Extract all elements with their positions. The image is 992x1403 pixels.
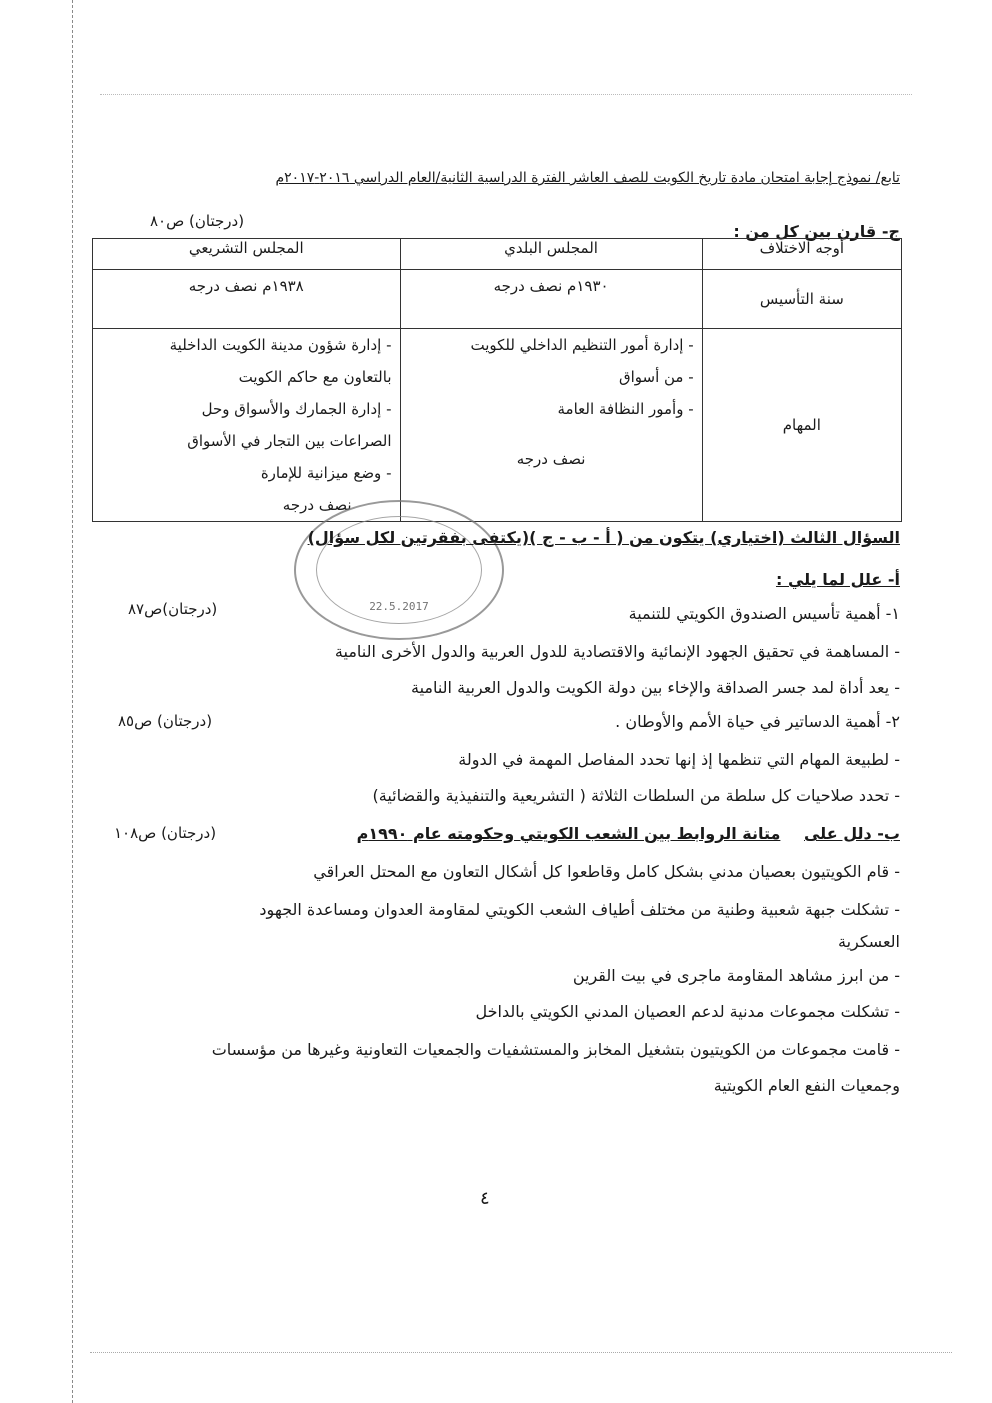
- cell-line: - وأمور النظافة العامة: [557, 400, 694, 418]
- compare-title: ج- قارن بين كل من :: [733, 222, 900, 241]
- bottom-rule: [90, 1352, 952, 1353]
- cell-line: - إدارة أمور التنظيم الداخلي للكويت: [470, 336, 694, 354]
- cell-line: نصف درجه: [516, 450, 586, 468]
- table-header-row: [93, 239, 902, 270]
- top-rule: [100, 94, 912, 95]
- part-a-item-1-grade: (درجتان)ص٨٧: [128, 600, 218, 618]
- answer-line: - من ابرز مشاهد المقاومة ماجرى في بيت القرين: [572, 966, 900, 985]
- stamp-date: 22.5.2017: [369, 600, 429, 613]
- part-a-title: أ- علل لما يلي :: [775, 570, 900, 589]
- answer-line: وجمعيات النفع العام الكويتية: [713, 1076, 900, 1095]
- cell-line: ١٩٣٨م نصف درجه: [188, 277, 304, 295]
- cell-aspect-tasks: المهام: [702, 329, 901, 522]
- part-b-label: ب- دلل على: [803, 824, 900, 843]
- answer-line: - يعد أداة لمد جسر الصداقة والإخاء بين دولة الكويت والدول العربية النامية: [410, 678, 900, 697]
- cell-municipal-year: [400, 270, 702, 329]
- cell-aspect-year: سنة التأسيس: [702, 270, 901, 329]
- answer-line: العسكرية: [837, 932, 900, 951]
- header-municipal: المجلس البلدي: [400, 239, 702, 270]
- cell-line: - وضع ميزانية للإمارة: [260, 464, 392, 482]
- part-a-item-1: ١- أهمية تأسيس الصندوق الكويتي للتنمية: [628, 604, 900, 623]
- answer-line: - تشكلت جبهة شعبية وطنية من مختلف أطياف الشعب الكويتي لمقاومة العدوان ومساعدة الجهود: [259, 900, 900, 919]
- answer-line: - قامت مجموعات من الكويتيون بتشغيل المخابز والمستشفيات والجمعيات التعاونية وغيرها من مؤسسات: [211, 1040, 900, 1059]
- answer-line: - تحدد صلاحيات كل سلطة من السلطات الثلاثة ( التشريعية والتنفيذية والقضائية): [372, 786, 900, 805]
- cell-legislative-tasks: [93, 329, 401, 522]
- answer-line: - قام الكويتيون بعصيان مدني بشكل كامل وقاطعوا كل أشكال التعاون مع المحتل العراقي: [313, 862, 900, 881]
- page-edge-line: [72, 0, 73, 1403]
- q3-title: السؤال الثالث (اختياري) يتكون من ( أ - ب - ج )(يكتفى بفقرتين لكل سؤال): [307, 528, 900, 547]
- compare-grade: (درجتان) ص٨٠: [150, 212, 245, 230]
- cell-line: - إدارة الجمارك والأسواق وحل: [201, 400, 392, 418]
- cell-line: نصف درجه: [282, 496, 352, 514]
- cell-line: بالتعاون مع حاكم الكويت: [238, 368, 392, 386]
- page-header: تابع/ نموذج إجابة امتحان مادة تاريخ الكويت للصف العاشر الفترة الدراسية الثانية/العام الدراسي ٢٠١٦-٢٠١٧م: [275, 170, 900, 186]
- answer-line: - لطبيعة المهام التي تنظمها إذ إنها تحدد المفاصل المهمة في الدولة: [458, 750, 900, 769]
- answer-line: - تشكلت مجموعات مدنية لدعم العصيان المدني الكويتي بالداخل: [475, 1002, 900, 1021]
- part-b-grade: (درجتان) ص١٠٨: [114, 824, 217, 842]
- cell-line: الصراعات بين التجار في الأسواق: [187, 432, 392, 450]
- part-b-text: متانة الروابط بين الشعب الكويتي وحكومته عام ١٩٩٠م: [356, 824, 781, 843]
- cell-line: ١٩٣٠م نصف درجه: [493, 277, 609, 295]
- header-legislative: المجلس التشريعي: [93, 239, 401, 270]
- answer-line: - المساهمة في تحقيق الجهود الإنمائية والاقتصادية للدول العربية والدول الأخرى النامية: [334, 642, 900, 661]
- page-number: ٤: [480, 1188, 490, 1209]
- table-row: [93, 329, 902, 522]
- part-b-question: [357, 824, 900, 843]
- cell-line: - من أسواق: [618, 368, 694, 386]
- cell-legislative-year: [93, 270, 401, 329]
- part-a-item-2: ٢- أهمية الدساتير في حياة الأمم والأوطان .: [615, 712, 900, 731]
- part-a-item-2-grade: (درجتان) ص٨٥: [118, 712, 213, 730]
- official-stamp: [294, 500, 504, 640]
- comparison-table: [92, 238, 902, 522]
- header-aspect: أوجه الاختلاف: [702, 239, 901, 270]
- cell-municipal-tasks: [400, 329, 702, 522]
- cell-line: - إدارة شؤون مدينة الكويت الداخلية: [169, 336, 392, 354]
- table-row: [93, 270, 902, 329]
